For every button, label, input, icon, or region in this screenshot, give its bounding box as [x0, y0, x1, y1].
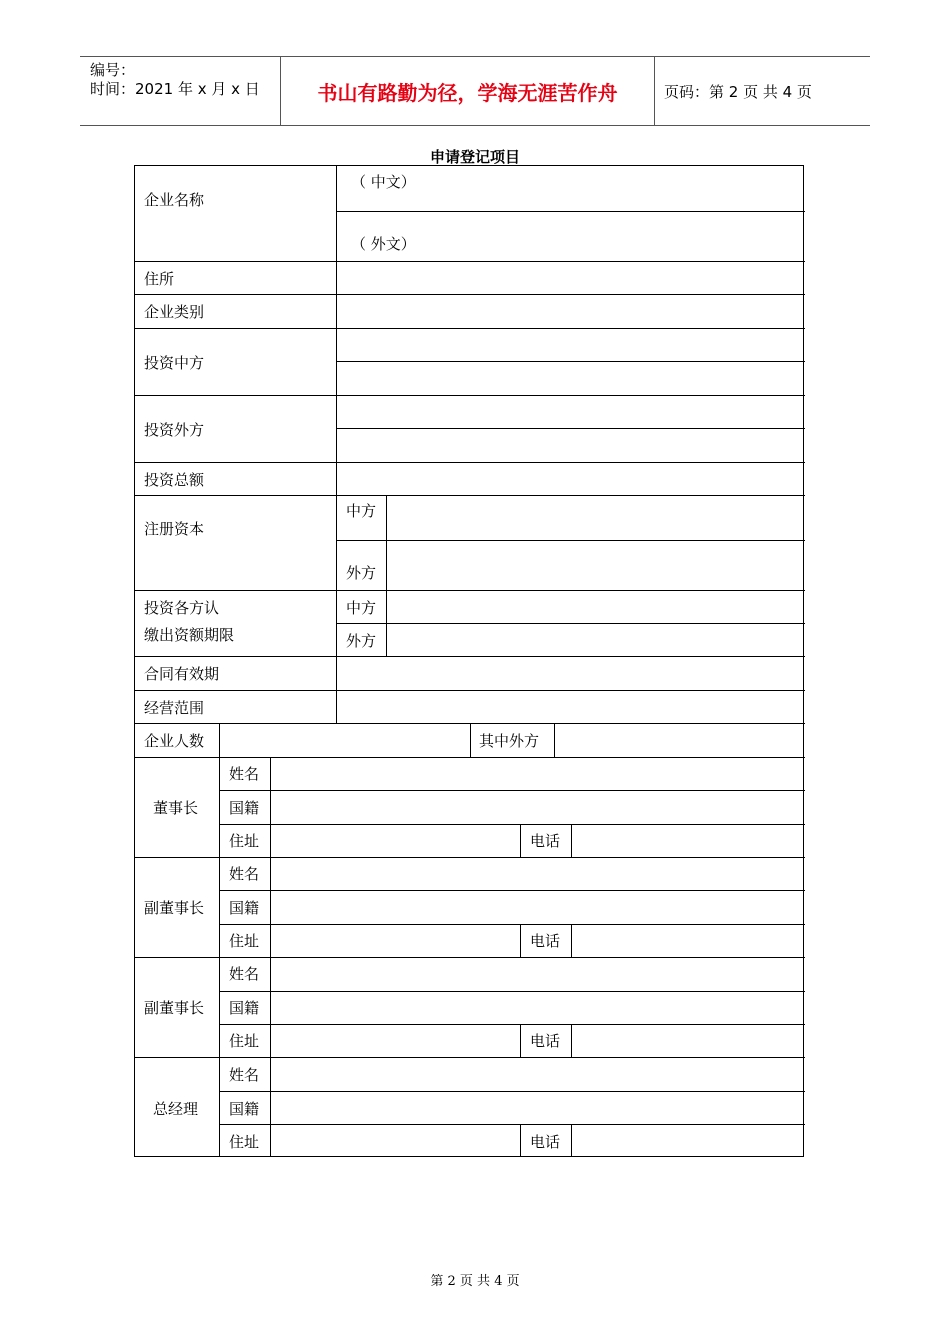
registration-form: [134, 165, 804, 1157]
grid-line: [386, 495, 387, 656]
hint-foreign: （ 外文）: [351, 235, 416, 253]
grid-line: [219, 723, 220, 757]
label-contract-term: 合同有效期: [144, 665, 220, 683]
header-page-info: 页码：第 2 页 共 4 页: [664, 83, 812, 101]
label-total-investment: 投资总额: [144, 471, 205, 489]
grid-line: [219, 924, 805, 925]
grid-line: [336, 623, 805, 624]
label-nationality: 国籍: [229, 1100, 260, 1118]
label-term-foreign: 外方: [346, 632, 377, 650]
label-capital-foreign: 外方: [346, 564, 377, 582]
page-footer: 第 2 页 共 4 页: [430, 1274, 520, 1289]
label-address: 住所: [144, 270, 175, 288]
label-category: 企业类别: [144, 303, 205, 321]
label-term-cn: 中方: [346, 599, 377, 617]
label-registered-capital: 注册资本: [144, 520, 205, 538]
label-staff-count: 企业人数: [144, 732, 205, 750]
grid-line: [135, 328, 805, 329]
grid-line: [135, 757, 805, 758]
grid-line: [336, 166, 337, 723]
label-foreign-staff: 其中外方: [479, 732, 540, 750]
label-phone: 电话: [530, 1133, 561, 1151]
label-residence: 住址: [229, 832, 260, 850]
grid-line: [554, 723, 555, 757]
grid-line: [219, 757, 220, 1157]
grid-line: [135, 395, 805, 396]
header-meta: [90, 61, 260, 99]
grid-line: [336, 211, 805, 212]
grid-line: [571, 924, 572, 957]
grid-line: [219, 1091, 805, 1092]
grid-line: [135, 957, 805, 958]
grid-line: [135, 1057, 805, 1058]
label-general-manager: 总经理: [153, 1100, 199, 1118]
grid-line: [470, 723, 471, 757]
grid-line: [336, 428, 805, 429]
label-phone: 电话: [530, 1032, 561, 1050]
grid-line: [571, 1024, 572, 1057]
label-residence: 住址: [229, 1133, 260, 1151]
grid-line: [219, 1024, 805, 1025]
hint-chinese: （ 中文）: [351, 173, 416, 191]
grid-line: [219, 991, 805, 992]
grid-line: [135, 261, 805, 262]
label-name: 姓名: [229, 1066, 260, 1084]
label-nationality: 国籍: [229, 799, 260, 817]
label-term-line2: 缴出资额期限: [144, 626, 235, 644]
doc-time-label: 时间：2021 年 x 月 x 日: [90, 80, 260, 98]
label-vice-chairman: 副董事长: [144, 999, 205, 1017]
grid-line: [135, 857, 805, 858]
label-capital-cn: 中方: [346, 502, 377, 520]
grid-line: [135, 495, 805, 496]
label-phone: 电话: [530, 932, 561, 950]
grid-line: [135, 656, 805, 657]
label-name: 姓名: [229, 765, 260, 783]
grid-line: [270, 757, 271, 1157]
label-vice-chairman: 副董事长: [144, 899, 205, 917]
label-nationality: 国籍: [229, 999, 260, 1017]
grid-line: [520, 1024, 521, 1057]
header-divider: [654, 57, 655, 125]
label-name: 姓名: [229, 965, 260, 983]
form-title: 申请登记项目: [429, 148, 520, 166]
grid-line: [520, 1124, 521, 1157]
grid-line: [135, 294, 805, 295]
grid-line: [135, 462, 805, 463]
label-name: 姓名: [229, 865, 260, 883]
label-term-line1: 投资各方认: [144, 599, 220, 617]
grid-line: [520, 824, 521, 857]
label-residence: 住址: [229, 1032, 260, 1050]
grid-line: [219, 890, 805, 891]
grid-line: [520, 924, 521, 957]
label-business-scope: 经营范围: [144, 699, 205, 717]
grid-line: [135, 690, 805, 691]
page-header: [80, 56, 870, 126]
doc-number-label: 编号：: [90, 61, 136, 79]
grid-line: [571, 1124, 572, 1157]
grid-line: [336, 540, 805, 541]
grid-line: [219, 790, 805, 791]
header-motto: 书山有路勤为径，学海无涯苦作舟: [317, 81, 618, 105]
label-nationality: 国籍: [229, 899, 260, 917]
label-residence: 住址: [229, 932, 260, 950]
label-phone: 电话: [530, 832, 561, 850]
label-company-name: 企业名称: [144, 191, 205, 209]
label-cn-investor: 投资中方: [144, 354, 205, 372]
grid-line: [219, 824, 805, 825]
label-foreign-investor: 投资外方: [144, 421, 205, 439]
label-chairman: 董事长: [153, 799, 199, 817]
grid-line: [336, 361, 805, 362]
grid-line: [219, 1124, 805, 1125]
grid-line: [571, 824, 572, 857]
grid-line: [135, 590, 805, 591]
